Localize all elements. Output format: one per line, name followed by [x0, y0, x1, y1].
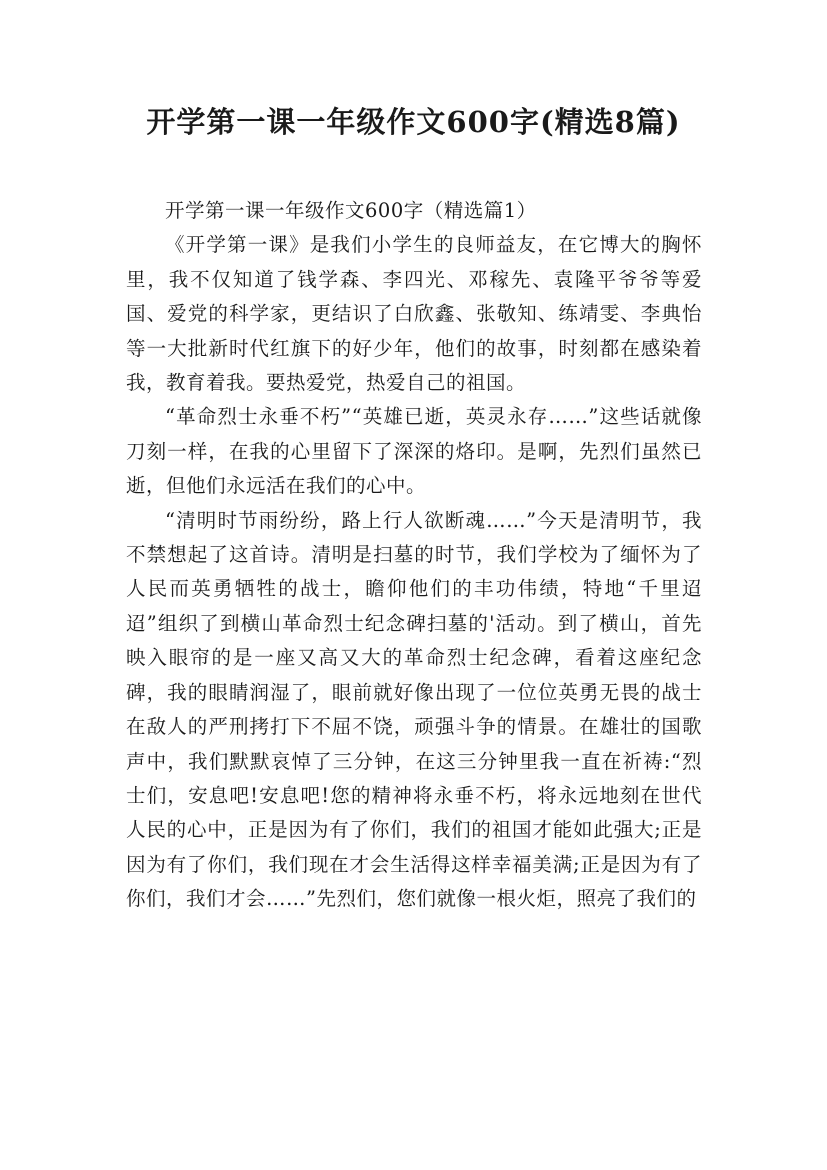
paragraph: “革命烈士永垂不朽”“英雄已逝，英灵永存……”这些话就像刀刻一样，在我的心里留下了深深的烙印。是啊，先烈们虽然已逝，但他们永远活在我们的心中。 [126, 405, 702, 498]
section-heading: 开学第一课一年级作文600字（精选篇1） [165, 199, 537, 222]
document-title: 开学第一课一年级作文600字(精选8篇) [146, 105, 681, 139]
paragraph: “清明时节雨纷纷，路上行人欲断魂……”今天是清明节，我不禁想起了这首诗。清明是扫墓的时节，我们学校为了缅怀为了人民而英勇牺牲的战士，瞻仰他们的丰功伟绩，特地“千里迢迢”组织了到横山革命烈士纪念碑扫墓的'活动。到了横山，首先映入眼帘的是一座又高又大的革命烈士纪念碑，看着这座纪念碑，我的眼睛润湿了，眼前就好像出现了一位位英勇无畏的战士在敌人的严刑拷打下不屈不饶，顽强斗争的情景。在雄壮的国歌声中，我们默默哀悼了三分钟，在这三分钟里我一直在祈祷:“烈士们，安息吧!安息吧!您的精神将永垂不朽，将永远地刻在世代人民的心中，正是因为有了你们，我们的祖国才能如此强大;正是因为有了你们，我们现在才会生活得这样幸福美满;正是因为有了你们，我们才会……”先烈们，您们就像一根火炬，照亮了我们的 [126, 508, 702, 911]
document-body [126, 194, 702, 917]
paragraph: 《开学第一课》是我们小学生的良师益友，在它博大的胸怀里，我不仅知道了钱学森、李四光、邓稼先、袁隆平爷爷等爱国、爱党的科学家，更结识了白欣鑫、张敬知、练靖雯、李典怡等一大批新时代红旗下的好少年，他们的故事，时刻都在感染着我，教育着我。要热爱党，热爱自己的祖国。 [126, 233, 702, 395]
